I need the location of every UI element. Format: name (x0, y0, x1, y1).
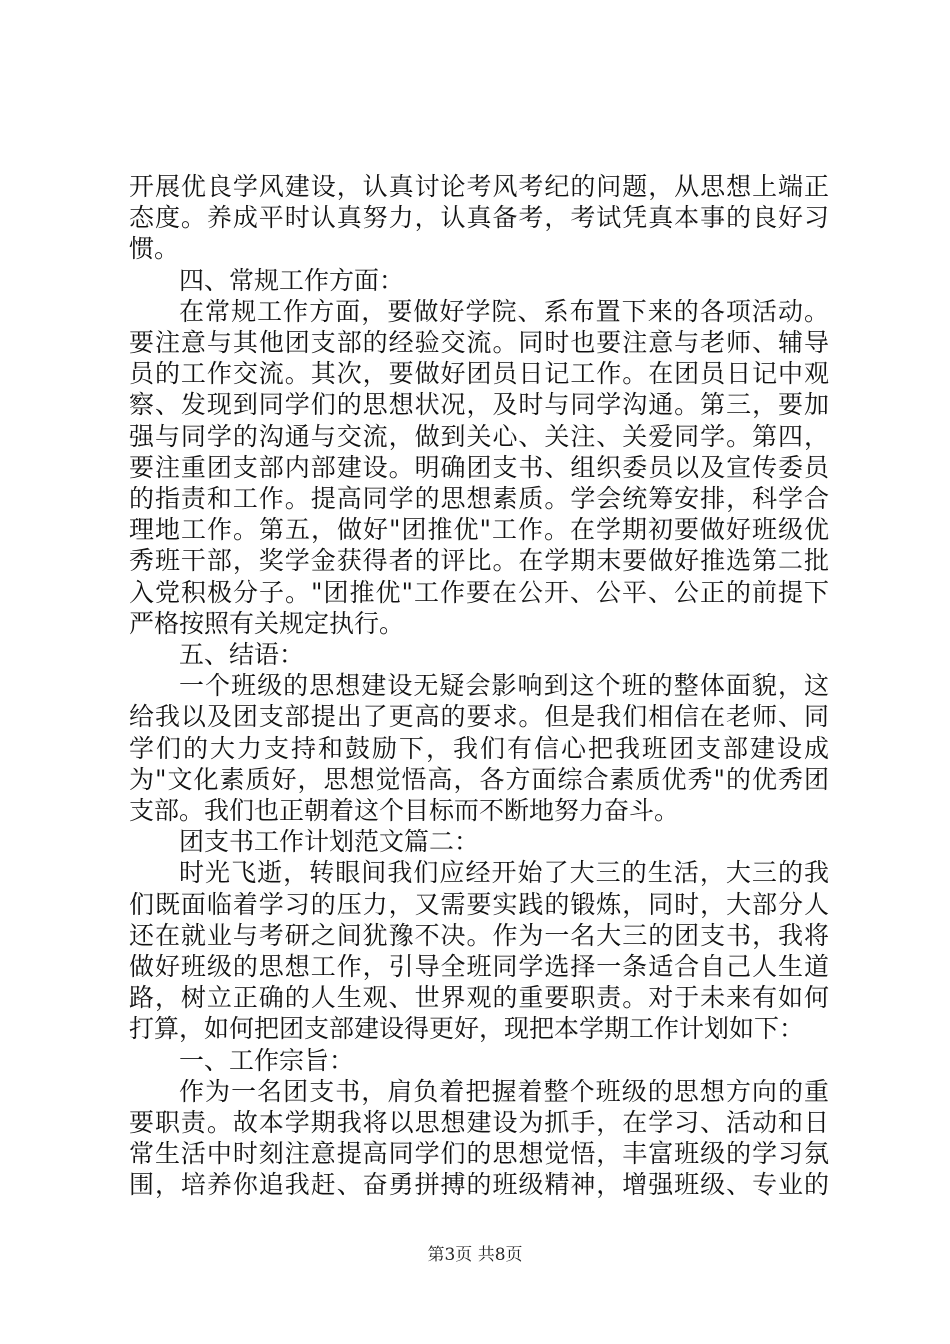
page-number-footer: 第3页 共8页 (427, 1245, 523, 1265)
section-heading: 团支书工作计划范文篇二： (179, 827, 480, 856)
section-heading: 四、常规工作方面： (179, 266, 405, 295)
body-text-line: 为"文化素质好，思想觉悟高，各方面综合素质优秀"的优秀团 (129, 765, 829, 794)
section-heading: 一、工作宗旨： (179, 1046, 355, 1075)
body-text-line: 一个班级的思想建设无疑会影响到这个班的整体面貌，这 (179, 671, 829, 700)
body-text-line: 态度。养成平时认真努力，认真备考，考试凭真本事的良好习 (129, 203, 829, 232)
body-text-line: 围，培养你追我赶、奋勇拼搏的班级精神，增强班级、专业的 (129, 1170, 829, 1199)
body-text-line: 常生活中时刻注意提高同学们的思想觉悟，丰富班级的学习氛 (129, 1139, 829, 1168)
body-text-line: 学们的大力支持和鼓励下，我们有信心把我班团支部建设成 (129, 734, 829, 763)
body-text-line: 还在就业与考研之间犹豫不决。作为一名大三的团支书，我将 (129, 921, 829, 950)
body-text-line: 强与同学的沟通与交流，做到关心、关注、关爱同学。第四， (129, 422, 829, 451)
body-text-line: 理地工作。第五，做好"团推优"工作。在学期初要做好班级优 (129, 515, 829, 544)
body-text-line: 的指责和工作。提高同学的思想素质。学会统筹安排，科学合 (129, 484, 829, 513)
body-text-line: 惯。 (129, 234, 180, 263)
body-text-line: 察、发现到同学们的思想状况，及时与同学沟通。第三，要加 (129, 390, 829, 419)
body-text-line: 员的工作交流。其次，要做好团员日记工作。在团员日记中观 (129, 359, 829, 388)
body-text-line: 要注意与其他团支部的经验交流。同时也要注意与老师、辅导 (129, 328, 829, 357)
body-text-line: 入党积极分子。"团推优"工作要在公开、公平、公正的前提下 (129, 578, 829, 607)
body-text-line: 开展优良学风建设，认真讨论考风考纪的问题，从思想上端正 (129, 172, 829, 201)
body-text-line: 打算，如何把团支部建设得更好，现把本学期工作计划如下： (129, 1014, 805, 1043)
body-text-line: 在常规工作方面，要做好学院、系布置下来的各项活动。 (179, 297, 829, 326)
body-text-line: 时光飞逝，转眼间我们应经开始了大三的生活，大三的我 (179, 858, 829, 887)
body-text-line: 们既面临着学习的压力，又需要实践的锻炼，同时，大部分人 (129, 890, 829, 919)
body-text-line: 作为一名团支书，肩负着把握着整个班级的思想方向的重 (179, 1077, 829, 1106)
body-text-line: 要职责。故本学期我将以思想建设为抓手，在学习、活动和日 (129, 1108, 829, 1137)
body-text-line: 严格按照有关规定执行。 (129, 609, 405, 638)
section-heading: 五、结语： (179, 640, 305, 669)
body-text-line: 路，树立正确的人生观、世界观的重要职责。对于未来有如何 (129, 983, 829, 1012)
body-text-line: 给我以及团支部提出了更高的要求。但是我们相信在老师、同 (129, 702, 829, 731)
body-text-line: 秀班干部，奖学金获得者的评比。在学期末要做好推选第二批 (129, 546, 829, 575)
body-text-line: 支部。我们也正朝着这个目标而不断地努力奋斗。 (129, 796, 680, 825)
body-text-line: 做好班级的思想工作，引导全班同学选择一条适合自己人生道 (129, 952, 829, 981)
body-text-line: 要注重团支部内部建设。明确团支书、组织委员以及宣传委员 (129, 453, 829, 482)
